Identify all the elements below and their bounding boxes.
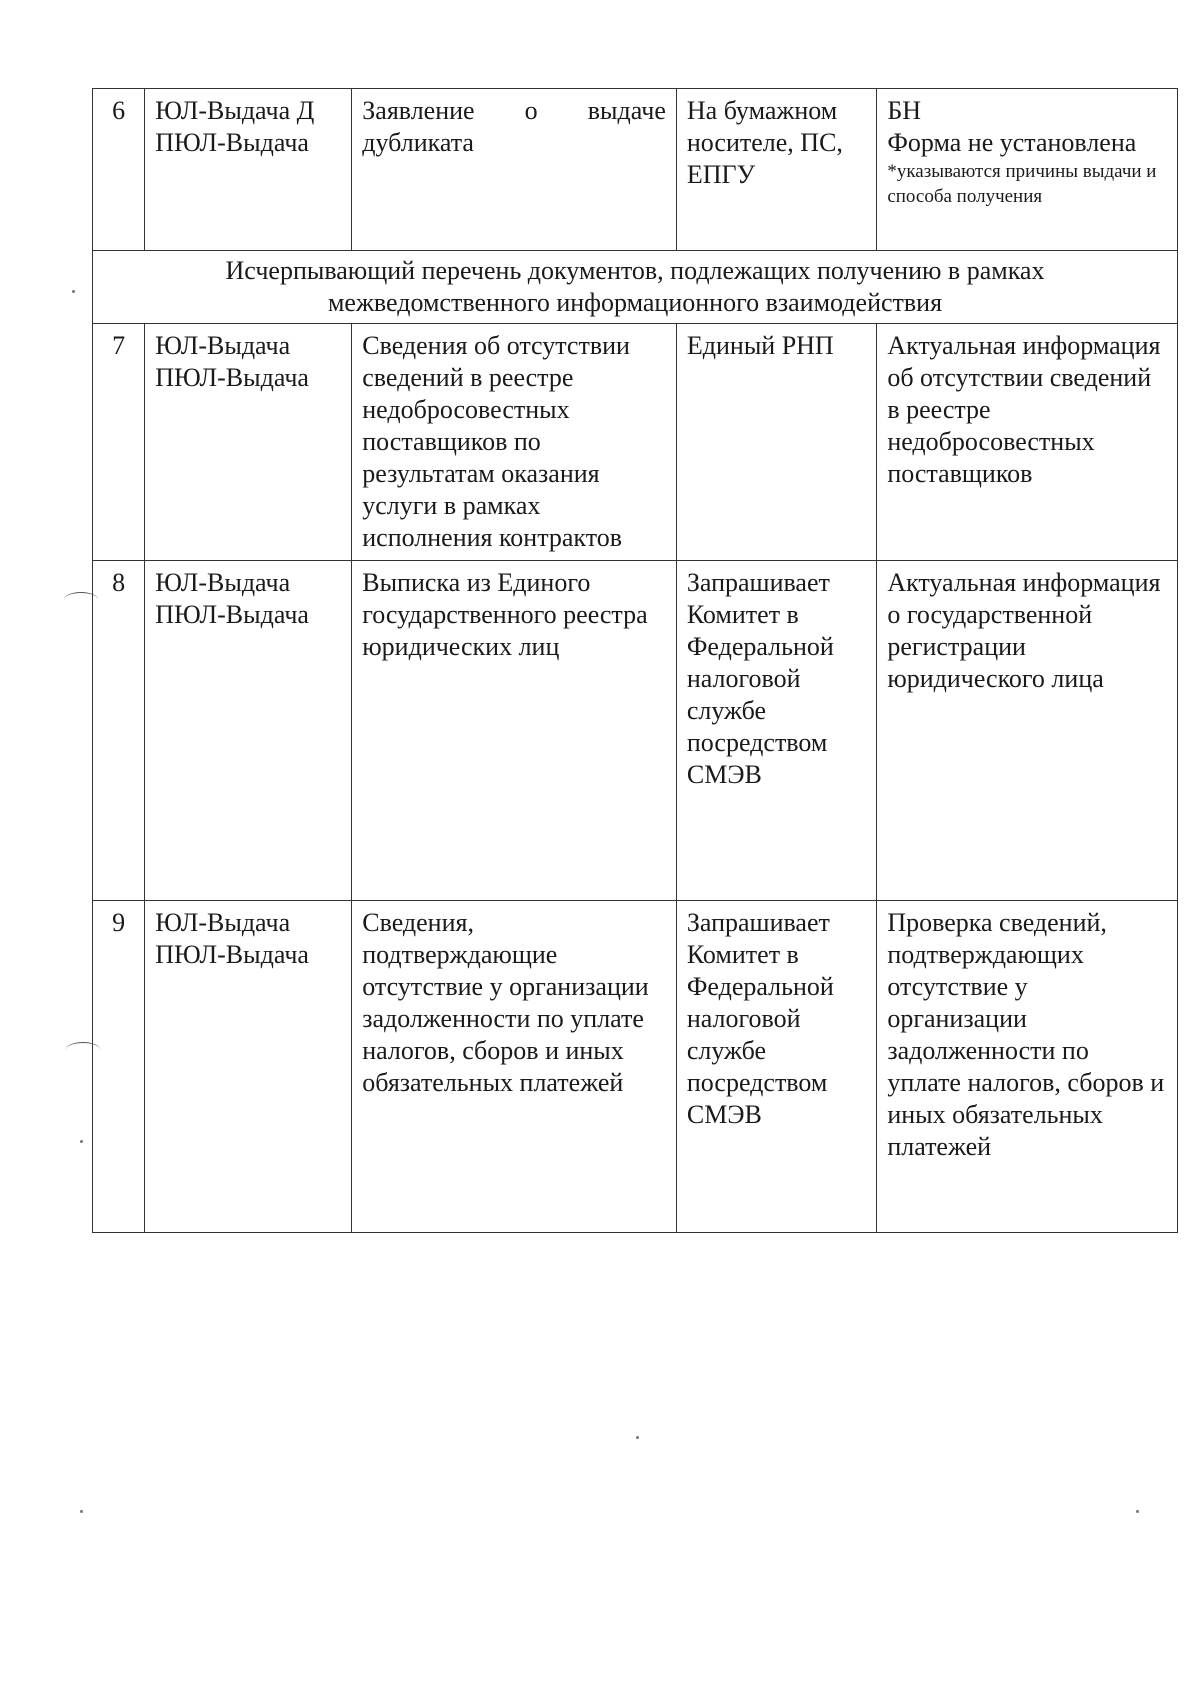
scan-speck [80,1510,83,1513]
scan-speck [72,290,75,293]
scan-speck [1136,1510,1139,1513]
applicant-type-cell [145,561,352,901]
row-number: 8 [93,561,145,901]
applicant-type-line: ПЮЛ-Выдача [155,600,309,629]
section-header-row [93,251,1178,324]
applicant-type-line: ЮЛ-Выдача Д [155,96,315,125]
applicant-type-line: ПЮЛ-Выдача [155,128,309,157]
document-name-cell [352,89,677,251]
scan-speck [80,1140,83,1143]
section-header: Исчерпывающий перечень документов, подлежащих получению в рамках межведомственного информационного взаимодействия [93,251,1178,324]
applicant-type-line: ПЮЛ-Выдача [155,940,309,969]
table-row [93,901,1178,1233]
row-number: 6 [93,89,145,251]
requirement-line: Форма не установлена [887,128,1137,157]
row-number: 7 [93,324,145,561]
scan-speck [636,1436,639,1439]
requirement-cell: Актуальная информация о государственной регистрации юридического лица [877,561,1178,901]
table-row [93,324,1178,561]
document-name-cell: Выписка из Единого государственного реестра юридических лиц [352,561,677,901]
table-row [93,89,1178,251]
source-cell: Запрашивает Комитет в Федеральной налоговой службе посредством СМЭВ [676,901,876,1233]
applicant-type-cell [145,324,352,561]
source-cell: Запрашивает Комитет в Федеральной налоговой службе посредством СМЭВ [676,561,876,901]
binding-hole-mark [66,1042,100,1057]
documents-table [92,88,1178,1233]
requirement-cell [877,89,1178,251]
applicant-type-cell [145,89,352,251]
applicant-type-cell [145,901,352,1233]
requirement-note: *указываются причины выдачи и способа получения [887,161,1157,207]
applicant-type-line: ЮЛ-Выдача [155,908,291,937]
requirement-cell: Актуальная информация об отсутствии сведений в реестре недобросовестных поставщиков [877,324,1178,561]
source-cell: Единый РНП [676,324,876,561]
requirement-cell: Проверка сведений, подтверждающих отсутствие у организации задолженности по уплате налогов, сборов и иных обязательных платежей [877,901,1178,1233]
applicant-type-line: ПЮЛ-Выдача [155,363,309,392]
document-name-cell: Сведения об отсутствии сведений в реестре недобросовестных поставщиков по результатам оказания услуги в рамках исполнения контрактов [352,324,677,561]
document-name-line: дубликата [362,128,474,157]
binding-hole-mark [64,592,98,607]
requirement-line: БН [887,96,922,125]
document-name-line: Заявление о выдаче [362,96,666,125]
applicant-type-line: ЮЛ-Выдача [155,331,291,360]
table-row [93,561,1178,901]
document-name-cell: Сведения, подтверждающие отсутствие у организации задолженности по уплате налогов, сборов и иных обязательных платежей [352,901,677,1233]
row-number: 9 [93,901,145,1233]
applicant-type-line: ЮЛ-Выдача [155,568,291,597]
source-cell: На бумажном носителе, ПС, ЕПГУ [676,89,876,251]
